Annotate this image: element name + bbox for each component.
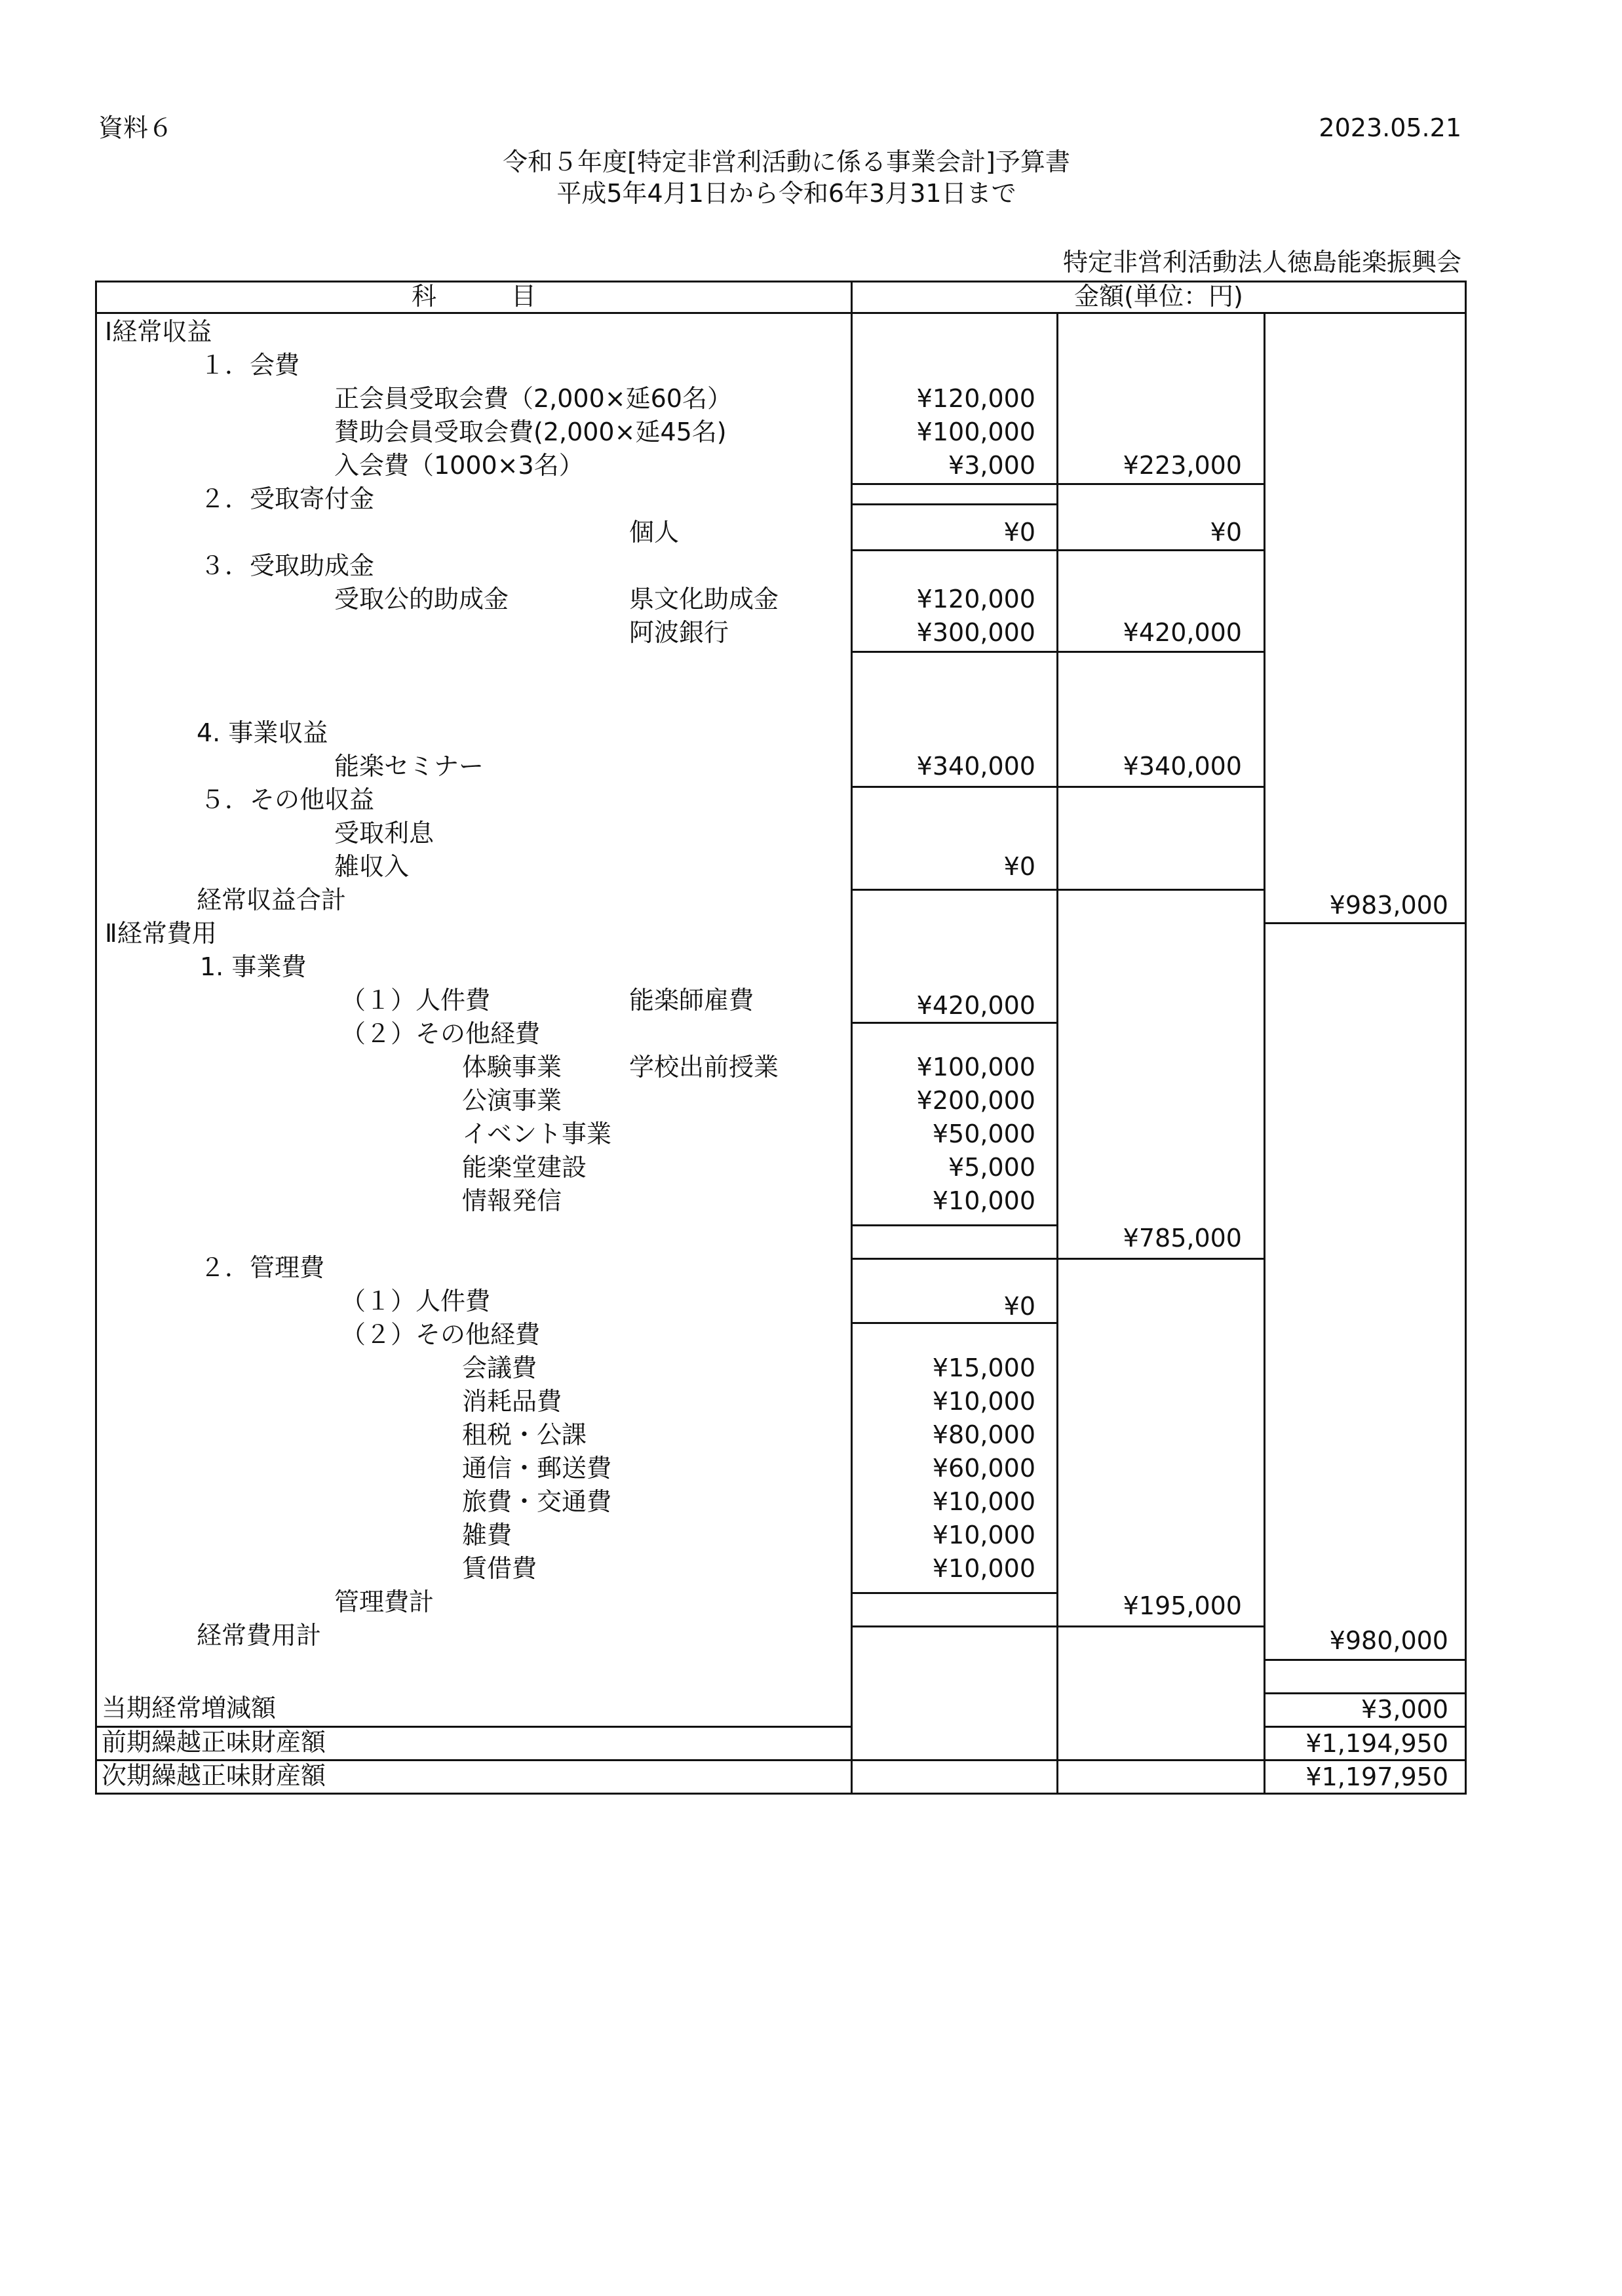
- regular-member-fees-amount: ¥120,000: [916, 384, 1035, 413]
- experience-amount: ¥100,000: [916, 1053, 1035, 1081]
- change-label: 当期経常増減額: [102, 1694, 277, 1722]
- admin-expense-heading: ２．管理費: [200, 1253, 325, 1282]
- donations-heading: ２．受取寄付金: [200, 484, 375, 513]
- donation-individual-amount: ¥0: [1003, 518, 1035, 547]
- admin-subtotal: ¥195,000: [1123, 1591, 1242, 1620]
- change-amount: ¥3,000: [1361, 1695, 1448, 1724]
- grants-heading: ３．受取助成金: [200, 551, 375, 580]
- grants-subtotal: ¥420,000: [1123, 618, 1242, 647]
- next-balance-label: 次期繰越正味財産額: [102, 1761, 326, 1790]
- travel-label: 旅費・交通費: [462, 1487, 612, 1516]
- fees-heading: １．会費: [200, 351, 300, 379]
- misc-income-amount: ¥0: [1003, 852, 1035, 881]
- experience-detail: 学校出前授業: [629, 1053, 779, 1081]
- expense-section-label: Ⅱ経常費用: [105, 919, 217, 948]
- tax-amount: ¥80,000: [932, 1420, 1035, 1449]
- communication-label: 通信・郵送費: [462, 1454, 612, 1483]
- project-other-label: （２）その他経費: [341, 1019, 541, 1048]
- admin-total-label: 管理費計: [334, 1587, 434, 1616]
- pref-grant-label: 県文化助成金: [629, 585, 779, 613]
- document-date: 2023.05.21: [1319, 113, 1461, 142]
- misc-expense-label: 雑費: [462, 1521, 512, 1549]
- event-label: イベント事業: [462, 1119, 612, 1148]
- donation-individual-label: 個人: [629, 518, 680, 547]
- supplies-amount: ¥10,000: [932, 1387, 1035, 1416]
- seminar-amount: ¥340,000: [916, 752, 1035, 781]
- header-amount: 金額(単位：円): [1074, 282, 1243, 311]
- meeting-label: 会議費: [462, 1353, 537, 1382]
- project-personnel-detail: 能楽師雇費: [629, 986, 754, 1015]
- next-balance-amount: ¥1,197,950: [1305, 1762, 1448, 1791]
- header-subject: 科 目: [411, 282, 536, 311]
- income-section-label: Ⅰ経常収益: [105, 317, 212, 346]
- misc-income-label: 雑収入: [334, 852, 410, 881]
- income-total-label: 経常収益合計: [197, 885, 347, 914]
- rent-label: 賃借費: [462, 1554, 537, 1583]
- pref-grant-amount: ¥120,000: [916, 585, 1035, 613]
- project-subtotal: ¥785,000: [1123, 1224, 1242, 1253]
- performance-amount: ¥200,000: [916, 1086, 1035, 1115]
- performance-label: 公演事業: [462, 1086, 562, 1115]
- event-amount: ¥50,000: [932, 1119, 1035, 1148]
- expense-total-amount: ¥980,000: [1329, 1626, 1448, 1655]
- business-subtotal: ¥340,000: [1123, 752, 1242, 781]
- project-personnel-amount: ¥420,000: [916, 991, 1035, 1020]
- document-title: 令和５年度[特定非営利活動に係る事業会計]予算書: [503, 147, 1070, 176]
- admin-other-label: （２）その他経費: [341, 1320, 541, 1349]
- income-total-amount: ¥983,000: [1329, 891, 1448, 920]
- info-label: 情報発信: [462, 1186, 562, 1215]
- experience-label: 体験事業: [462, 1053, 562, 1081]
- admin-personnel-amount: ¥0: [1003, 1292, 1035, 1321]
- supporting-member-fees-label: 賛助会員受取会費(2,000×延45名): [334, 418, 727, 446]
- seminar-label: 能楽セミナー: [334, 752, 484, 781]
- admin-personnel-label: （１）人件費: [341, 1287, 491, 1315]
- bank-grant-label: 阿波銀行: [629, 618, 729, 647]
- fees-subtotal: ¥223,000: [1123, 451, 1242, 480]
- hall-amount: ¥5,000: [948, 1153, 1035, 1182]
- travel-amount: ¥10,000: [932, 1487, 1035, 1516]
- prev-balance-amount: ¥1,194,950: [1305, 1729, 1448, 1758]
- expense-total-label: 経常費用計: [197, 1621, 322, 1650]
- document-label: 資料６: [98, 113, 174, 142]
- other-income-heading: ５．その他収益: [200, 785, 375, 814]
- project-expense-heading: 1. 事業費: [200, 952, 307, 981]
- document-period: 平成5年4月1日から令和6年3月31日まで: [556, 179, 1016, 208]
- public-grant-label: 受取公的助成金: [334, 585, 509, 613]
- hall-label: 能楽堂建設: [462, 1153, 587, 1182]
- prev-balance-label: 前期繰越正味財産額: [102, 1728, 326, 1757]
- interest-label: 受取利息: [334, 819, 434, 847]
- bank-grant-amount: ¥300,000: [916, 618, 1035, 647]
- admission-fee-amount: ¥3,000: [948, 451, 1035, 480]
- organization-name: 特定非営利活動法人徳島能楽振興会: [1062, 248, 1461, 277]
- regular-member-fees-label: 正会員受取会費（2,000×延60名）: [334, 384, 732, 413]
- donations-subtotal: ¥0: [1210, 518, 1242, 547]
- admission-fee-label: 入会費（1000×3名）: [334, 451, 584, 480]
- tax-label: 租税・公課: [462, 1420, 587, 1449]
- info-amount: ¥10,000: [932, 1186, 1035, 1215]
- business-heading: 4. 事業収益: [197, 718, 328, 747]
- communication-amount: ¥60,000: [932, 1454, 1035, 1483]
- project-personnel-label: （１）人件費: [341, 986, 491, 1015]
- supporting-member-fees-amount: ¥100,000: [916, 418, 1035, 446]
- misc-expense-amount: ¥10,000: [932, 1521, 1035, 1549]
- supplies-label: 消耗品費: [462, 1387, 562, 1416]
- rent-amount: ¥10,000: [932, 1554, 1035, 1583]
- meeting-amount: ¥15,000: [932, 1353, 1035, 1382]
